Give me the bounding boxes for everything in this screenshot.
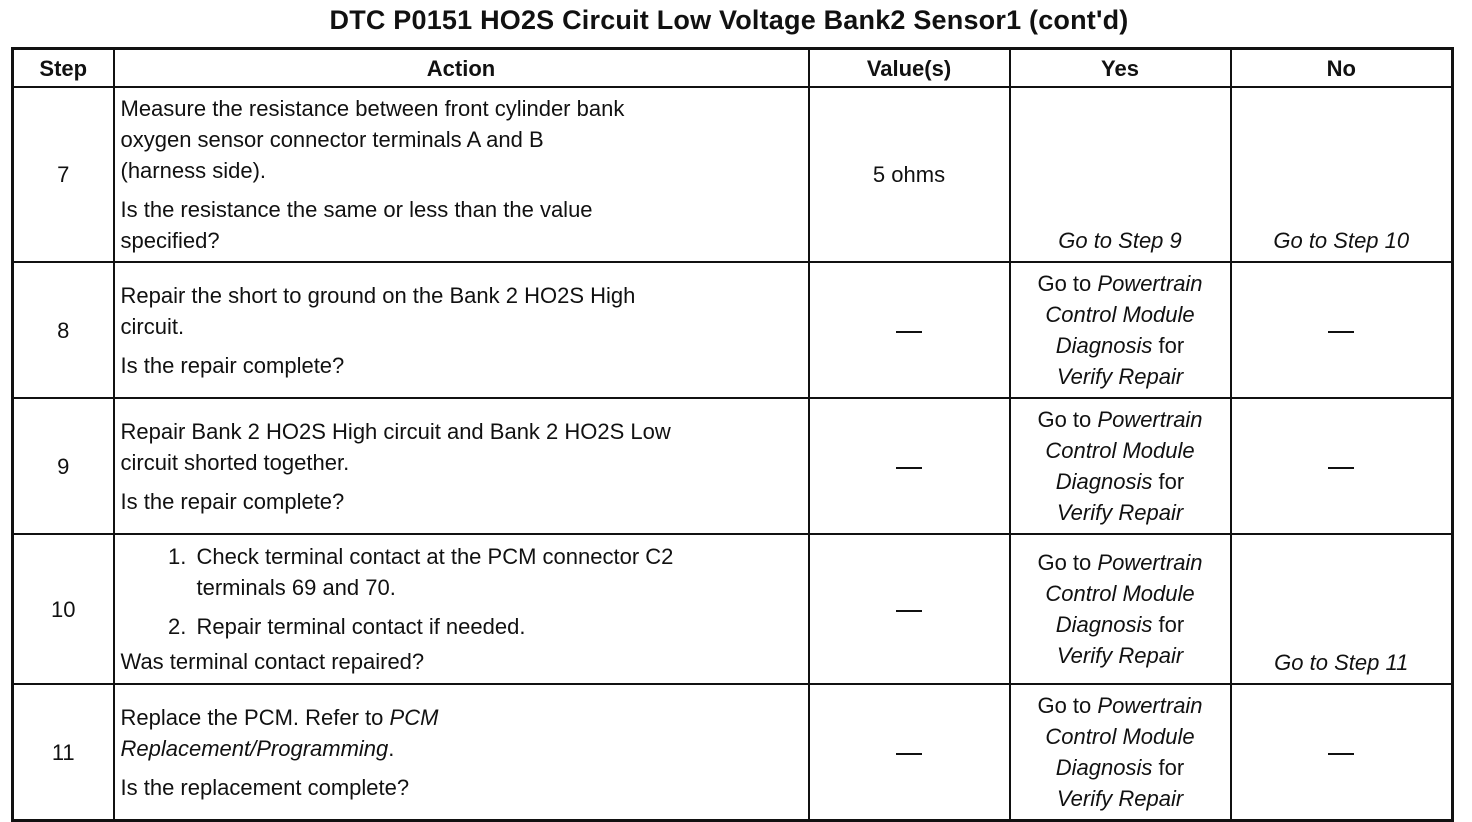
- step-number: 10: [13, 534, 114, 684]
- pcm-diag-link[interactable]: Powertrain: [1097, 407, 1203, 432]
- go-to-text: Go to: [1037, 407, 1092, 432]
- yes-cell: [1010, 534, 1231, 684]
- value-cell: 5 ohms: [809, 87, 1010, 262]
- no-cell: [1231, 684, 1453, 821]
- pcm-diag-link[interactable]: Diagnosis: [1055, 612, 1153, 637]
- pcm-replacement-link[interactable]: PCM: [389, 704, 439, 730]
- no-cell: [1231, 262, 1453, 398]
- question-line: Is the repair complete?: [120, 488, 345, 514]
- pcm-diag-link[interactable]: Diagnosis: [1055, 333, 1153, 358]
- pcm-diag-link[interactable]: Diagnosis: [1055, 469, 1153, 494]
- dash-mark: [1328, 331, 1354, 333]
- for-text: for: [1158, 333, 1185, 358]
- list-item: [193, 611, 802, 642]
- dash-mark: [896, 610, 922, 612]
- for-text: for: [1158, 469, 1185, 494]
- no-cell: [1231, 398, 1453, 534]
- document-title: DTC P0151 HO2S Circuit Low Voltage Bank2 Sensor1 (cont'd): [329, 5, 1129, 35]
- yes-line: [1017, 752, 1224, 783]
- header-yes: Yes: [1010, 49, 1231, 88]
- action-line: Repair the short to ground on the Bank 2 HO2S High: [120, 282, 636, 308]
- header-row: [13, 49, 1453, 88]
- pcm-diag-link[interactable]: Powertrain: [1097, 550, 1203, 575]
- pcm-diag-link[interactable]: Powertrain: [1097, 693, 1203, 718]
- action-line: Measure the resistance between front cylinder bank: [120, 96, 625, 121]
- pcm-diag-link[interactable]: Control Module: [1045, 438, 1195, 463]
- action-line: oxygen sensor connector terminals A and B: [120, 127, 544, 152]
- pcm-replacement-link[interactable]: Replacement/Programming: [120, 735, 389, 761]
- action-text: Replace the PCM. Refer to: [120, 704, 384, 730]
- value-cell: [809, 684, 1010, 821]
- step-number: 9: [13, 398, 114, 534]
- action-line: (harness side).: [120, 158, 267, 183]
- dash-mark: [896, 753, 922, 755]
- action-cell: [114, 262, 809, 398]
- pcm-diag-link[interactable]: Control Module: [1045, 724, 1195, 749]
- yes-cell: Go to Step 9: [1010, 87, 1231, 262]
- dash-mark: [1328, 467, 1354, 469]
- go-to-text: Go to: [1037, 271, 1092, 296]
- pcm-diag-link[interactable]: Diagnosis: [1055, 755, 1153, 780]
- table-row-step-7: [13, 87, 1453, 262]
- header-step: Step: [13, 49, 114, 88]
- dash-mark: [896, 467, 922, 469]
- table-row-step-11: [13, 684, 1453, 821]
- verify-repair-link[interactable]: Verify Repair: [1056, 364, 1184, 389]
- verify-repair-link[interactable]: Verify Repair: [1056, 500, 1184, 525]
- value-cell: [809, 262, 1010, 398]
- question-line: Was terminal contact repaired?: [120, 649, 425, 674]
- yes-cell: [1010, 262, 1231, 398]
- dash-mark: [896, 331, 922, 333]
- yes-line: [1017, 404, 1224, 435]
- action-line: [121, 733, 802, 764]
- header-values: Value(s): [809, 49, 1010, 88]
- question-line: Is the replacement complete?: [120, 774, 410, 800]
- list-item: [193, 541, 802, 603]
- question-line: Is the resistance the same or less than the value: [120, 197, 593, 222]
- yes-cell: [1010, 684, 1231, 821]
- header-no: No: [1231, 49, 1453, 88]
- action-list: [121, 541, 802, 642]
- value-cell: [809, 398, 1010, 534]
- table-row-step-8: [13, 262, 1453, 398]
- pcm-diag-link[interactable]: Control Module: [1045, 302, 1195, 327]
- yes-line: [1017, 330, 1224, 361]
- list-item-line: 1. Check terminal contact at the PCM connector C2: [196, 544, 674, 569]
- list-item-line: terminals 69 and 70.: [196, 575, 396, 600]
- step-number: 11: [13, 684, 114, 821]
- action-cell: [114, 534, 809, 684]
- step-number: 8: [13, 262, 114, 398]
- dash-mark: [1328, 753, 1354, 755]
- go-to-text: Go to: [1037, 693, 1092, 718]
- pcm-diag-link[interactable]: Powertrain: [1097, 271, 1203, 296]
- question-line: specified?: [120, 228, 220, 253]
- table-row-step-10: [13, 534, 1453, 684]
- yes-cell: [1010, 398, 1231, 534]
- table-row-step-9: [13, 398, 1453, 534]
- action-line: circuit.: [120, 313, 185, 339]
- verify-repair-link[interactable]: Verify Repair: [1056, 786, 1184, 811]
- period-text: .: [388, 735, 395, 761]
- yes-line: [1017, 690, 1224, 721]
- for-text: for: [1158, 755, 1185, 780]
- yes-line: [1017, 609, 1224, 640]
- action-cell: [114, 87, 809, 262]
- action-cell: [114, 684, 809, 821]
- value-cell: [809, 534, 1010, 684]
- action-cell: [114, 398, 809, 534]
- action-line: Repair Bank 2 HO2S High circuit and Bank 2 HO2S Low: [120, 418, 671, 444]
- yes-line: [1017, 466, 1224, 497]
- for-text: for: [1158, 612, 1185, 637]
- question-line: Is the repair complete?: [120, 352, 345, 378]
- no-cell: Go to Step 11: [1231, 534, 1453, 684]
- step-number: 7: [13, 87, 114, 262]
- verify-repair-link[interactable]: Verify Repair: [1056, 643, 1184, 668]
- pcm-diag-link[interactable]: Control Module: [1045, 581, 1195, 606]
- no-cell: Go to Step 10: [1231, 87, 1453, 262]
- yes-line: [1017, 547, 1224, 578]
- list-item-line: 2. Repair terminal contact if needed.: [196, 614, 526, 639]
- yes-line: [1017, 268, 1224, 299]
- header-action: Action: [114, 49, 809, 88]
- action-line: circuit shorted together.: [120, 449, 350, 475]
- action-line: [121, 702, 802, 733]
- go-to-text: Go to: [1037, 550, 1092, 575]
- dtc-table: [11, 47, 1454, 822]
